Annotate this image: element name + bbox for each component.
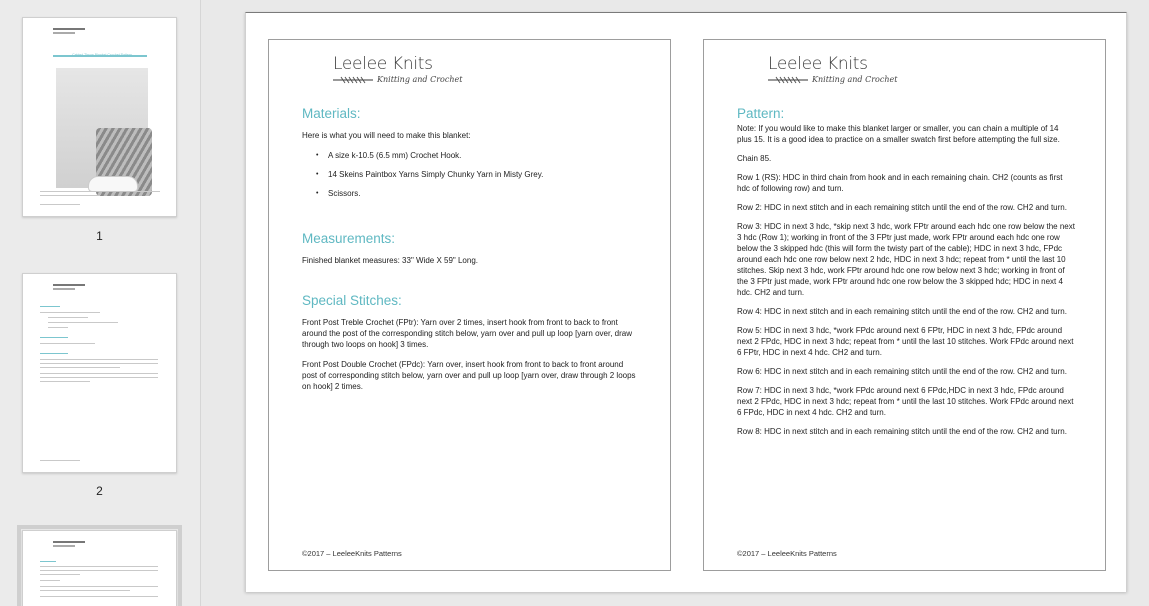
thumbnail-title-text: Cabled Throw Blanket Crochet Pattern [72, 53, 132, 57]
list-item: • 14 Skeins Paintbox Yarns Simply Chunky Yarn in Misty Grey. [316, 169, 640, 180]
page-footer: ©2017 – LeeleeKnits Patterns [737, 549, 837, 558]
document-viewer[interactable] [201, 0, 1149, 606]
yarn-needle-icon [333, 76, 373, 84]
pattern-row-5: Row 5: HDC in next 3 hdc, *work FPdc around next 6 FPtr, HDC in next 3 hdc, FPdc around next 2 FPdc, HDC in next 3 hdc; repeat from * until the last 10 stitches. Work FPdc around next 6 FPtr, HDC in next 4 hdc. CH2 and turn. [737, 326, 1074, 357]
brand-tagline: Knitting and Crochet [812, 75, 898, 84]
thumbnail-text-line [40, 566, 158, 567]
pattern-row-1: Row 1 (RS): HDC in third chain from hook and in each remaining chain. CH2 (counts as first hdc of following row) and turn. [737, 173, 1063, 193]
thumbnail-footer-line [40, 460, 80, 461]
thumbnail-text-line [40, 580, 60, 581]
pattern-row-7: Row 7: HDC in next 3 hdc, *work FPdc around next 6 FPdc,HDC in next 3 hdc, FPdc around next 2 FPdc, HDC in next 3 hdc; repeat from * until the last 10 stitches. Work FPdc around next 6 FPdc, HDC in next 4 hdc. CH2 and turn. [737, 386, 1074, 417]
thumbnail-text-line [40, 195, 100, 196]
page-thumbnail-1[interactable] [22, 17, 177, 217]
thumbnail-text-line [40, 312, 100, 313]
thumbnail-text-line [40, 586, 158, 587]
list-item: • A size k-10.5 (6.5 mm) Crochet Hook. [316, 150, 640, 161]
thumbnail-text-line [40, 570, 158, 571]
thumbnail-text-line [40, 590, 130, 591]
pattern-note: Note: If you would like to make this blanket larger or smaller, you can chain a multiple of 14 plus 15. It is a good idea to practice on a smaller swatch first before attempting the full size. [737, 124, 1060, 144]
page-spread [245, 12, 1127, 592]
thumbnail-footer-line [40, 204, 80, 205]
measurements-text: Finished blanket measures: 33" Wide X 59" Long. [302, 256, 478, 265]
thumbnail-text-line [40, 367, 120, 368]
fptr-definition: Front Post Treble Crochet (FPtr): Yarn over 2 times, insert hook from front to back to front around the post of the corresponding stitch below, yarn over and pull up loop [yarn over, draw through two loops on hook] 3 times. [302, 318, 632, 349]
pattern-heading: Pattern: [737, 106, 785, 121]
chair-image [88, 176, 138, 192]
thumbnail-logo [53, 284, 85, 292]
measurements-heading: Measurements: [302, 231, 396, 246]
thumbnail-text-line [40, 596, 158, 597]
page-content [737, 106, 1075, 445]
thumbnail-text-line [40, 377, 158, 378]
yarn-needle-icon [768, 76, 808, 84]
thumbnail-heading-line [40, 561, 56, 562]
thumbnail-text-line [40, 574, 80, 575]
thumbnail-logo [53, 541, 85, 549]
special-stitches-heading: Special Stitches: [302, 293, 402, 308]
thumbnail-text-line [40, 381, 90, 382]
pattern-row-6: Row 6: HDC in next stitch and in each remaining stitch until the end of the row. CH2 and turn. [737, 367, 1067, 376]
page-content [302, 106, 640, 401]
thumbnail-heading-line [40, 353, 68, 354]
thumbnail-text-line [40, 363, 158, 364]
document-page-2 [268, 39, 671, 571]
brand-logo [333, 54, 462, 84]
pattern-row-8: Row 8: HDC in next stitch and in each remaining stitch until the end of the row. CH2 and turn. [737, 427, 1067, 436]
thumbnail-heading-line [40, 337, 68, 338]
thumbnail-photo [56, 68, 148, 188]
page-number-1: 1 [96, 229, 103, 243]
brand-logo [768, 54, 897, 84]
page-footer: ©2017 – LeeleeKnits Patterns [302, 549, 402, 558]
materials-heading: Materials: [302, 106, 361, 121]
fpdc-definition: Front Post Double Crochet (FPdc): Yarn over, insert hook from front to back to front around post of corresponding stitch below, yarn over and pull up loop [yarn over, draw through 2 loops on hook] 2 times. [302, 360, 636, 391]
thumbnail-logo [53, 28, 85, 36]
thumbnail-text-line [40, 359, 158, 360]
thumbnail-text-line [40, 373, 158, 374]
pattern-chain: Chain 85. [737, 154, 772, 163]
thumbnail-text-line [48, 322, 118, 323]
document-page-3 [703, 39, 1106, 571]
thumbnail-sidebar[interactable] [0, 0, 201, 606]
pattern-row-3: Row 3: HDC in next 3 hdc, *skip next 3 hdc, work FPtr around each hdc one row below the next 3 hdc (Row 1); working in front of the 3 FPtr just made, work FPtr around each hdc one row below the 3 skipped hdc (this will form the twisty part of the cable); HDC in next 3 hdc, FPdc around each hdc one row below next 2 hdc, HDC in next 3 hdc; repeat from * until the last 10 stitches. Skip next 3 hdc, work FPtr around hdc one row below next 3 hdc; working in front of the 3 FPtr just made, work FPtr around hdc one row below the 3 skipped hdc; HDC in next 4 hdc. CH2 and turn. [737, 222, 1075, 297]
thumbnail-heading-line [40, 306, 60, 307]
brand-tagline: Knitting and Crochet [377, 75, 463, 84]
pattern-row-2: Row 2: HDC in next stitch and in each remaining stitch until the end of the row. CH2 and turn. [737, 203, 1067, 212]
page-thumbnail-3[interactable] [22, 530, 177, 606]
brand-title: Leelee Knits [768, 54, 868, 74]
materials-list [316, 150, 640, 199]
materials-intro: Here is what you will need to make this blanket: [302, 131, 471, 140]
brand-title: Leelee Knits [333, 54, 433, 74]
pattern-row-4: Row 4: HDC in next stitch and in each remaining stitch until the end of the row. CH2 and turn. [737, 307, 1067, 316]
thumbnail-text-line [48, 317, 88, 318]
list-item: • Scissors. [316, 188, 640, 199]
thumbnail-text-line [40, 191, 160, 192]
page-number-2: 2 [96, 484, 103, 498]
thumbnail-text-line [40, 343, 95, 344]
thumbnail-text-line [48, 327, 68, 328]
page-thumbnail-2[interactable] [22, 273, 177, 473]
